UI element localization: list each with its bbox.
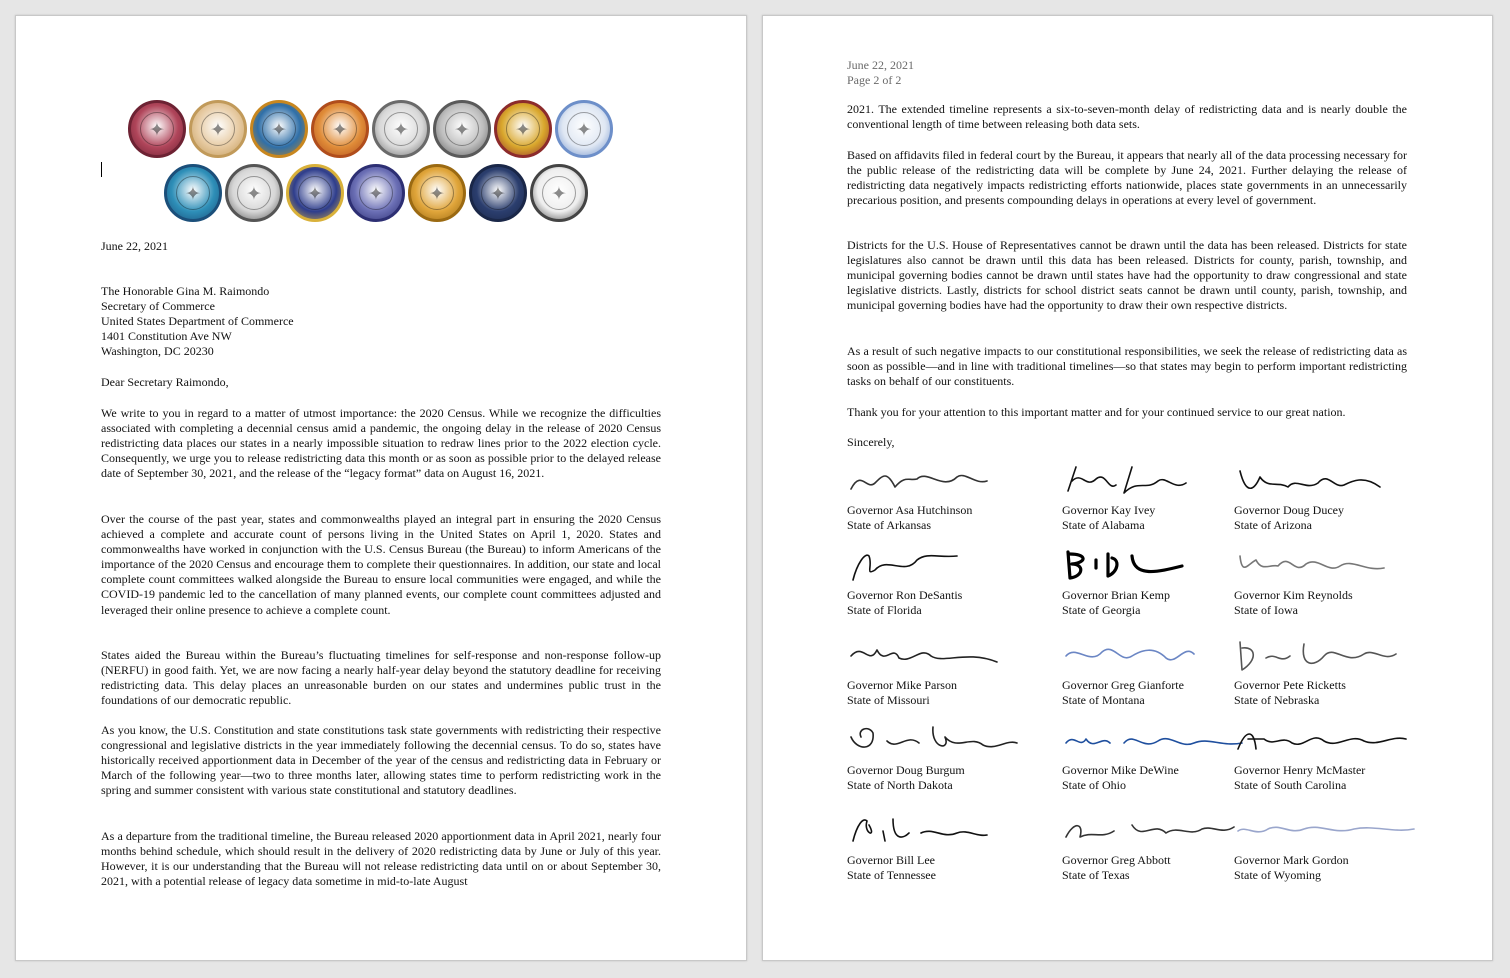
signatory-state: State of North Dakota [847, 778, 953, 792]
signatory-name: Governor Pete Ricketts [1234, 678, 1346, 692]
wyoming-seal-icon: ✦ [530, 164, 588, 222]
text-cursor [101, 162, 102, 177]
signatory-state: State of Nebraska [1234, 693, 1320, 707]
signatory-name: Governor Doug Burgum [847, 763, 965, 777]
letter-page-1 [15, 15, 747, 961]
body-paragraph: Over the course of the past year, states and commonwealths played an integral part in ensuring the 2020 Census achieved a complete and accurate count of persons living in the United States on April 1, 2020. States and commonwealths have worked in conjunction with the U.S. Census Bureau (the Bureau) to inform Americans of the importance of the 2020 Census and encourage them to complete their questionnaires. In addition, our state and local complete count committees walked alongside the Bureau to ensure local communities were engaged, and while the COVID-19 pandemic led to the cancellation of many planned events, our complete count committees adjusted and leveraged their online presence to achieve a complete count. [101, 512, 661, 617]
signatory-state: State of Wyoming [1234, 868, 1322, 882]
signatory-state: State of Tennessee [847, 868, 936, 882]
handwritten-signature [1234, 546, 1419, 588]
handwritten-signature [1062, 811, 1247, 853]
signatory-state: State of Florida [847, 603, 922, 617]
handwritten-signature [847, 461, 1032, 503]
nebraska-seal-icon: ✦ [164, 164, 222, 222]
address-line: 1401 Constitution Ave NW [101, 329, 232, 343]
signatory-name: Governor Doug Ducey [1234, 503, 1344, 517]
signatory-name: Governor Henry McMaster [1234, 763, 1366, 777]
body-paragraph: As a departure from the traditional timeline, the Bureau released 2020 apportionment data in April 2021, nearly four months behind schedule, which should result in the delivery of 2020 redistricting data by June or July of this year. However, it is our understanding that the Bureau will not release redistricting data until on or about September 30, 2021, with a potential release of legacy data sometime in mid-to-late August [101, 829, 661, 889]
signatory-state: State of Alabama [1062, 518, 1145, 532]
body-paragraph: Districts for the U.S. House of Representatives cannot be drawn until the data has been released. Districts for state legislatures also cannot be drawn until this data has been released. Districts for county, parish, township, and municipal governing bodies cannot be drawn until states have had the opportunity to draw congressional and state legislative districts. Lastly, districts for school district seats cannot be drawn until county, parish, township, and municipal governing bodies have had the opportunity to draw their own respective districts. [847, 238, 1407, 313]
closing: Sincerely, [847, 435, 895, 449]
body-paragraph: Thank you for your attention to this important matter and for your continued service to our great nation. [847, 405, 1346, 419]
signatory-name: Governor Kim Reynolds [1234, 588, 1353, 602]
signature-block [1234, 636, 1424, 708]
signature-block [847, 811, 1037, 883]
body-paragraph: 2021. The extended timeline represents a six-to-seven-month delay of redistricting data and is nearly double the conventional length of time between releasing both data sets. [847, 102, 1407, 132]
page-number: Page 2 of 2 [847, 73, 902, 87]
north-dakota-seal-icon: ✦ [225, 164, 283, 222]
south-carolina-seal-icon: ✦ [347, 164, 405, 222]
arkansas-seal-icon: ✦ [128, 100, 186, 158]
handwritten-signature [1062, 461, 1247, 503]
florida-seal-icon: ✦ [311, 100, 369, 158]
signatory-name: Governor Mike DeWine [1062, 763, 1179, 777]
signature-block [1234, 811, 1424, 883]
signature-block [1234, 546, 1424, 618]
signature-block [1062, 461, 1252, 533]
signatory-state: State of Arkansas [847, 518, 931, 532]
signatory-name: Governor Mike Parson [847, 678, 957, 692]
signature-block [847, 721, 1037, 793]
letter-date: June 22, 2021 [101, 239, 168, 253]
body-paragraph: We write to you in regard to a matter of utmost importance: the 2020 Census. While we recognize the difficulties associated with completing a decennial census amid a pandemic, the ongoing delay in the release of 2020 Census redistricting data places our states in a nearly impossible situation to redraw lines prior to the 2022 election cycle. Consequently, we urge you to release redistricting data this month or as soon as possible prior to the delayed release date of September 30, 2021, and the release of the “legacy format” data on August 16, 2021. [101, 406, 661, 481]
handwritten-signature [1234, 721, 1419, 763]
body-paragraph: As you know, the U.S. Constitution and state constitutions task state governments with redistricting their respective congressional and legislative districts in the year immediately following the decennial census. To do so, states have historically received apportionment data in December of the year of the census and redistricting data in February or March of the following year—two to three months later, allowing states time to perform redistricting work in the spring and summer consistent with various state constitutional and statutory deadlines. [101, 723, 661, 798]
signatory-state: State of Arizona [1234, 518, 1312, 532]
texas-seal-icon: ✦ [469, 164, 527, 222]
signatory-state: State of Texas [1062, 868, 1130, 882]
handwritten-signature [847, 546, 1032, 588]
handwritten-signature [1062, 721, 1247, 763]
body-paragraph: Based on affidavits filed in federal court by the Bureau, it appears that nearly all of the data processing necessary for the public release of the redistricting data will be complete by June 24, 2021. Further delaying the release of redistricting data negatively impacts redistricting efforts nationwide, places state governments in an unnecessarily precarious position, and presents compounding delays in operations at every level of government. [847, 148, 1407, 208]
signatory-name: Governor Greg Abbott [1062, 853, 1171, 867]
signatory-state: State of South Carolina [1234, 778, 1347, 792]
address-line: United States Department of Commerce [101, 314, 294, 328]
signatory-state: State of Ohio [1062, 778, 1126, 792]
iowa-seal-icon: ✦ [433, 100, 491, 158]
signatory-state: State of Missouri [847, 693, 930, 707]
handwritten-signature [1234, 461, 1419, 503]
recipient-address [101, 284, 294, 359]
ohio-seal-icon: ✦ [286, 164, 344, 222]
signature-block [1062, 811, 1252, 883]
alabama-seal-icon: ✦ [189, 100, 247, 158]
letter-page-2 [762, 15, 1493, 961]
signatory-name: Governor Kay Ivey [1062, 503, 1156, 517]
signature-block [847, 546, 1037, 618]
signature-block [1234, 721, 1424, 793]
body-paragraph: States aided the Bureau within the Bureau’s fluctuating timelines for self-response and non-response follow-up (NERFU) in good faith. Yet, we are now facing a nearly half-year delay beyond the statutory deadline for receiving redistricting data. This delay places an unreasonable burden on our states and undermines public trust in the foundations of our democratic republic. [101, 648, 661, 708]
handwritten-signature [1234, 811, 1419, 853]
georgia-seal-icon: ✦ [372, 100, 430, 158]
signatory-name: Governor Greg Gianforte [1062, 678, 1184, 692]
signatory-name: Governor Brian Kemp [1062, 588, 1170, 602]
signatory-state: State of Iowa [1234, 603, 1298, 617]
montana-seal-icon: ✦ [555, 100, 613, 158]
body-paragraph: As a result of such negative impacts to our constitutional responsibilities, we seek the release of redistricting data as soon as possible—and in line with traditional timelines—so that states may begin to perform important redistricting tasks on behalf of our constituents. [847, 344, 1407, 389]
arizona-seal-icon: ✦ [250, 100, 308, 158]
missouri-seal-icon: ✦ [494, 100, 552, 158]
handwritten-signature [1062, 546, 1247, 588]
address-line: The Honorable Gina M. Raimondo [101, 284, 270, 298]
handwritten-signature [1062, 636, 1247, 678]
state-seals-row-2 [164, 164, 591, 222]
handwritten-signature [847, 721, 1032, 763]
handwritten-signature [847, 811, 1032, 853]
signatory-name: Governor Bill Lee [847, 853, 935, 867]
signatory-name: Governor Mark Gordon [1234, 853, 1349, 867]
address-line: Secretary of Commerce [101, 299, 215, 313]
address-line: Washington, DC 20230 [101, 344, 214, 358]
signatory-name: Governor Ron DeSantis [847, 588, 963, 602]
signature-block [1234, 461, 1424, 533]
signature-block [847, 636, 1037, 708]
tennessee-seal-icon: ✦ [408, 164, 466, 222]
signature-block [847, 461, 1037, 533]
state-seals-row-1 [128, 100, 616, 158]
handwritten-signature [1234, 636, 1419, 678]
salutation: Dear Secretary Raimondo, [101, 375, 229, 389]
signature-block [1062, 546, 1252, 618]
signature-block [1062, 721, 1252, 793]
signatory-name: Governor Asa Hutchinson [847, 503, 973, 517]
handwritten-signature [847, 636, 1032, 678]
signature-block [1062, 636, 1252, 708]
signatory-state: State of Georgia [1062, 603, 1141, 617]
page-header-date: June 22, 2021 [847, 58, 914, 72]
signatory-state: State of Montana [1062, 693, 1145, 707]
